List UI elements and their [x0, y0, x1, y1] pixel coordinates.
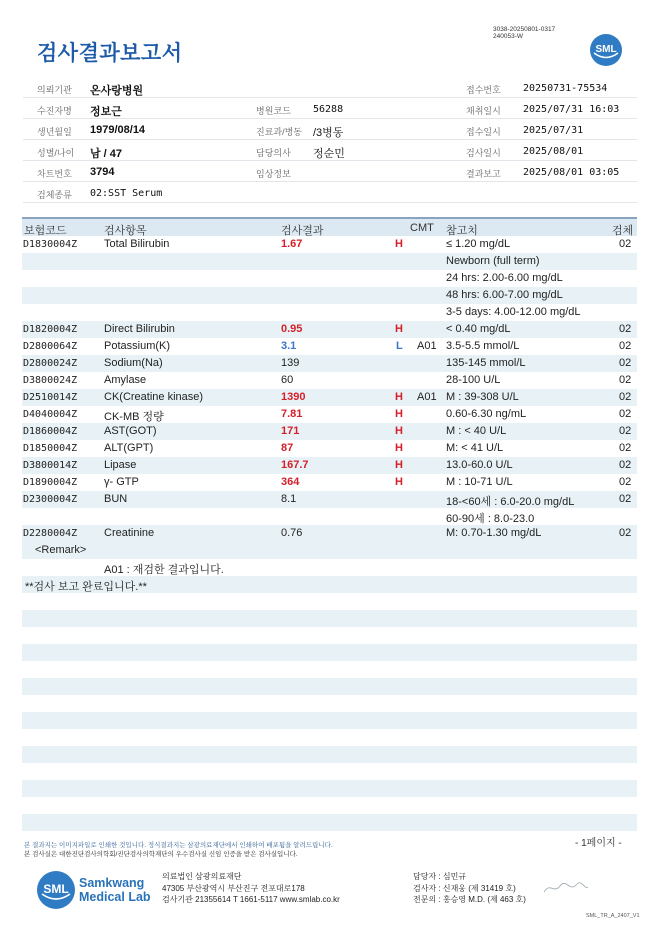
insurance-code: D1850004Z	[23, 443, 78, 454]
test-name: Total Bilirubin	[104, 238, 170, 250]
test-name: Potassium(K)	[104, 340, 171, 352]
patient-row-2	[23, 99, 637, 119]
doctor-label: 담당의사	[256, 148, 291, 158]
reported-value: 2025/08/01 03:05	[523, 167, 620, 178]
blank-row	[22, 644, 637, 661]
table-row	[22, 287, 637, 304]
specimen-code: 02	[619, 476, 632, 488]
test-name: Lipase	[104, 459, 137, 471]
specimen-code: 02	[619, 238, 632, 250]
document-id-line1: 3038-20250801-0317	[493, 26, 556, 33]
test-name: CK-MB 정량	[104, 411, 164, 423]
test-result: 3.1	[281, 340, 297, 352]
header-name: 검사항목	[104, 225, 147, 237]
sml-logo-text: SML	[595, 44, 617, 55]
brand-line2: Medical Lab	[79, 890, 151, 904]
specimen-code: 02	[619, 425, 632, 437]
clinical-label: 임상정보	[256, 169, 291, 179]
table-row	[22, 525, 637, 542]
insurance-code: D2800024Z	[23, 358, 78, 369]
blank-row	[22, 695, 637, 712]
blank-row	[22, 627, 637, 644]
insurance-code: D1890004Z	[23, 477, 78, 488]
insurance-code: D3800024Z	[23, 375, 78, 386]
received-label: 접수일시	[466, 127, 501, 137]
reference-range: M: 0.70-1.30 mg/dL	[446, 527, 542, 539]
test-name: Creatinine	[104, 527, 155, 539]
tested-value: 2025/08/01	[523, 146, 584, 157]
specimen-code: 02	[619, 527, 632, 539]
blank-row	[22, 763, 637, 780]
patient-row-5	[23, 162, 637, 182]
sex-age-label: 성별/나이	[37, 148, 75, 158]
staff-manager: 담당자 : 심민규	[413, 872, 467, 881]
doctor-value: 정순민	[313, 148, 345, 160]
result-flag: H	[395, 425, 403, 437]
insurance-code: D2800064Z	[23, 341, 78, 352]
insurance-code: D2280004Z	[23, 528, 78, 539]
remark-row	[22, 542, 637, 559]
test-name: Amylase	[104, 374, 147, 386]
staff-specialist: 전문의 : 홍승영 M.D. (제 463 호)	[413, 895, 526, 904]
table-row	[22, 508, 637, 525]
table-row	[22, 236, 637, 253]
test-result: 167.7	[281, 459, 309, 471]
hospital-code-value: 56288	[313, 104, 344, 115]
insurance-code: D1830004Z	[23, 239, 78, 250]
specimen-code: 02	[619, 340, 632, 352]
specimen-value: 02:SST Serum	[90, 188, 163, 199]
table-row	[22, 389, 637, 406]
header-specimen: 검체	[612, 225, 634, 237]
patient-row-3	[23, 120, 637, 140]
header-result: 검사결과	[281, 225, 324, 237]
table-row	[22, 304, 637, 321]
results-table	[22, 217, 637, 831]
test-result: 1.67	[281, 238, 303, 250]
sml-footer-logo-text: SML	[43, 882, 69, 896]
reference-range: 18-<60세 : 6.0-20.0 mg/dL	[446, 496, 575, 508]
result-flag: H	[395, 238, 403, 250]
test-result: 0.95	[281, 323, 303, 335]
patient-row-4	[23, 141, 637, 161]
reference-range: ≤ 1.20 mg/dL	[446, 238, 511, 250]
collected-label: 채취일시	[466, 106, 501, 116]
result-flag: H	[395, 459, 403, 471]
name-label: 수진자명	[37, 106, 72, 116]
footer-note-line2: 본 검사실은 대한진단검사의학회/진단검사의학재단의 우수검사실 신임 인증을 받은 검사실입니다.	[24, 851, 298, 858]
specimen-code: 02	[619, 408, 632, 420]
org-name: 의료법인 삼광의료재단	[162, 872, 242, 881]
blank-row	[22, 797, 637, 814]
chart-value: 3794	[90, 166, 115, 178]
insurance-code: D2510014Z	[23, 392, 78, 403]
test-result: 60	[281, 374, 294, 386]
table-row	[22, 423, 637, 440]
sex-age-value: 남 / 47	[90, 148, 123, 160]
blank-row	[22, 814, 637, 831]
reference-range: 48 hrs: 6.00-7.00 mg/dL	[446, 289, 563, 301]
specimen-code: 02	[619, 357, 632, 369]
comment-code: A01	[417, 391, 437, 403]
table-row	[22, 457, 637, 474]
specimen-code: 02	[619, 442, 632, 454]
test-result: 87	[281, 442, 294, 454]
reference-range: 3.5-5.5 mmol/L	[446, 340, 520, 352]
footer-disclaimer	[24, 841, 333, 859]
institution-value: 온사랑병원	[90, 85, 144, 97]
footer-staff	[413, 871, 526, 906]
reference-range: M: < 41 U/L	[446, 442, 504, 454]
reference-range: M : < 40 U/L	[446, 425, 507, 437]
test-name: ALT(GPT)	[104, 442, 154, 454]
signature-icon	[542, 880, 590, 896]
specimen-code: 02	[619, 323, 632, 335]
header-ref: 참고치	[446, 225, 478, 237]
patient-row-1	[23, 78, 637, 98]
collected-value: 2025/07/31 16:03	[523, 104, 620, 115]
result-flag: H	[395, 442, 403, 454]
table-row	[22, 372, 637, 389]
test-name: γ- GTP	[104, 476, 139, 488]
insurance-code: D2300004Z	[23, 494, 78, 505]
blank-row	[22, 746, 637, 763]
blank-row	[22, 610, 637, 627]
specimen-code: 02	[619, 493, 632, 505]
specimen-code: 02	[619, 391, 632, 403]
insurance-code: D3800014Z	[23, 460, 78, 471]
test-result: 7.81	[281, 408, 303, 420]
test-result: 8.1	[281, 493, 297, 505]
blank-row	[22, 712, 637, 729]
table-row	[22, 491, 637, 508]
reference-range: M : 10-71 U/L	[446, 476, 513, 488]
sml-footer-logo-icon	[36, 870, 76, 910]
result-flag: H	[395, 408, 403, 420]
org-address: 47305 부산광역시 부산진구 전포대로178	[162, 883, 305, 893]
header-code: 보험코드	[24, 225, 67, 237]
test-result: 0.76	[281, 527, 303, 539]
receipt-no-label: 접수번호	[466, 85, 501, 95]
specimen-code: 02	[619, 374, 632, 386]
reported-label: 결과보고	[466, 169, 501, 179]
test-name: Direct Bilirubin	[104, 323, 175, 335]
report-complete-text: **검사 보고 완료입니다.**	[25, 581, 147, 593]
org-contact: 검사기관 21355614 T 1661-5117 www.smlab.co.kr	[162, 895, 340, 904]
patient-row-6	[23, 183, 637, 203]
test-result: 139	[281, 357, 300, 369]
blank-row	[22, 593, 637, 610]
receipt-no-value: 20250731-75534	[523, 83, 608, 94]
reference-range: 24 hrs: 2.00-6.00 mg/dL	[446, 272, 563, 284]
footer-organization	[162, 871, 340, 906]
document-id-line2: 240053-W	[493, 33, 523, 40]
reference-range: < 0.40 mg/dL	[446, 323, 511, 335]
ward-label: 진료과/병동	[256, 127, 302, 137]
header-cmt: CMT	[410, 222, 434, 234]
specimen-code: 02	[619, 459, 632, 471]
result-flag: H	[395, 391, 403, 403]
test-result: 1390	[281, 391, 306, 403]
form-code: SML_TR_A_2407_V1	[586, 913, 640, 919]
received-value: 2025/07/31	[523, 125, 584, 136]
reference-range: M : 39-308 U/L	[446, 391, 519, 403]
birth-value: 1979/08/14	[90, 124, 146, 136]
chart-label: 차트번호	[37, 169, 72, 179]
insurance-code: D1860004Z	[23, 426, 78, 437]
insurance-code: D4040004Z	[23, 409, 78, 420]
ward-value: /3병동	[313, 127, 344, 139]
blank-row	[22, 661, 637, 678]
document-id	[493, 26, 555, 40]
institution-label: 의뢰기관	[37, 85, 72, 95]
reference-range: 28-100 U/L	[446, 374, 501, 386]
reference-range: 135-145 mmol/L	[446, 357, 526, 369]
sml-logo-icon	[589, 33, 623, 67]
complete-row	[22, 576, 637, 593]
specimen-label: 검체종류	[37, 190, 72, 200]
reference-range: 13.0-60.0 U/L	[446, 459, 513, 471]
test-result: 364	[281, 476, 300, 488]
table-row	[22, 270, 637, 287]
comment-code: A01	[417, 340, 437, 352]
blank-row	[22, 678, 637, 695]
test-name: BUN	[104, 493, 128, 505]
table-row	[22, 253, 637, 270]
remark-label: <Remark>	[35, 544, 87, 556]
results-header	[22, 217, 637, 236]
reference-range: 0.60-6.30 ng/mL	[446, 408, 527, 420]
blank-rows	[22, 593, 637, 831]
result-flag: H	[395, 323, 403, 335]
table-row	[22, 406, 637, 423]
footer-note-line1: 본 결과지는 이미지파일로 인쇄한 것입니다. 정식결과지는 삼광의료재단에서 인쇄하여 배포됨을 알려드립니다.	[24, 842, 333, 849]
page-number: - 1페이지 -	[575, 838, 622, 849]
result-flag: H	[395, 476, 403, 488]
table-row	[22, 355, 637, 372]
test-name: AST(GOT)	[104, 425, 157, 437]
blank-row	[22, 729, 637, 746]
brand-line1: Samkwang	[79, 876, 145, 890]
hospital-code-label: 병원코드	[256, 106, 291, 116]
table-row	[22, 474, 637, 491]
tested-label: 검사일시	[466, 148, 501, 158]
footer-brand	[79, 876, 151, 904]
blank-row	[22, 780, 637, 797]
reference-range: 60-90세 : 8.0-23.0	[446, 513, 535, 525]
reference-range: Newborn (full term)	[446, 255, 540, 267]
birth-label: 생년월일	[37, 127, 72, 137]
table-row	[22, 321, 637, 338]
test-result: 171	[281, 425, 300, 437]
test-name: Sodium(Na)	[104, 357, 163, 369]
insurance-code: D1820004Z	[23, 324, 78, 335]
report-title: 검사결과보고서	[37, 42, 183, 65]
test-name: CK(Creatine kinase)	[104, 391, 204, 403]
reference-range: 3-5 days: 4.00-12.00 mg/dL	[446, 306, 581, 318]
remark-note-row	[22, 559, 637, 576]
table-row	[22, 338, 637, 355]
table-row	[22, 440, 637, 457]
results-rows	[22, 236, 637, 542]
remark-note: A01 : 재검한 결과입니다.	[104, 564, 224, 576]
staff-technician: 검사자 : 신재웅 (제 31419 호)	[413, 883, 516, 893]
result-flag: L	[396, 340, 403, 352]
name-value: 정보근	[90, 106, 122, 118]
